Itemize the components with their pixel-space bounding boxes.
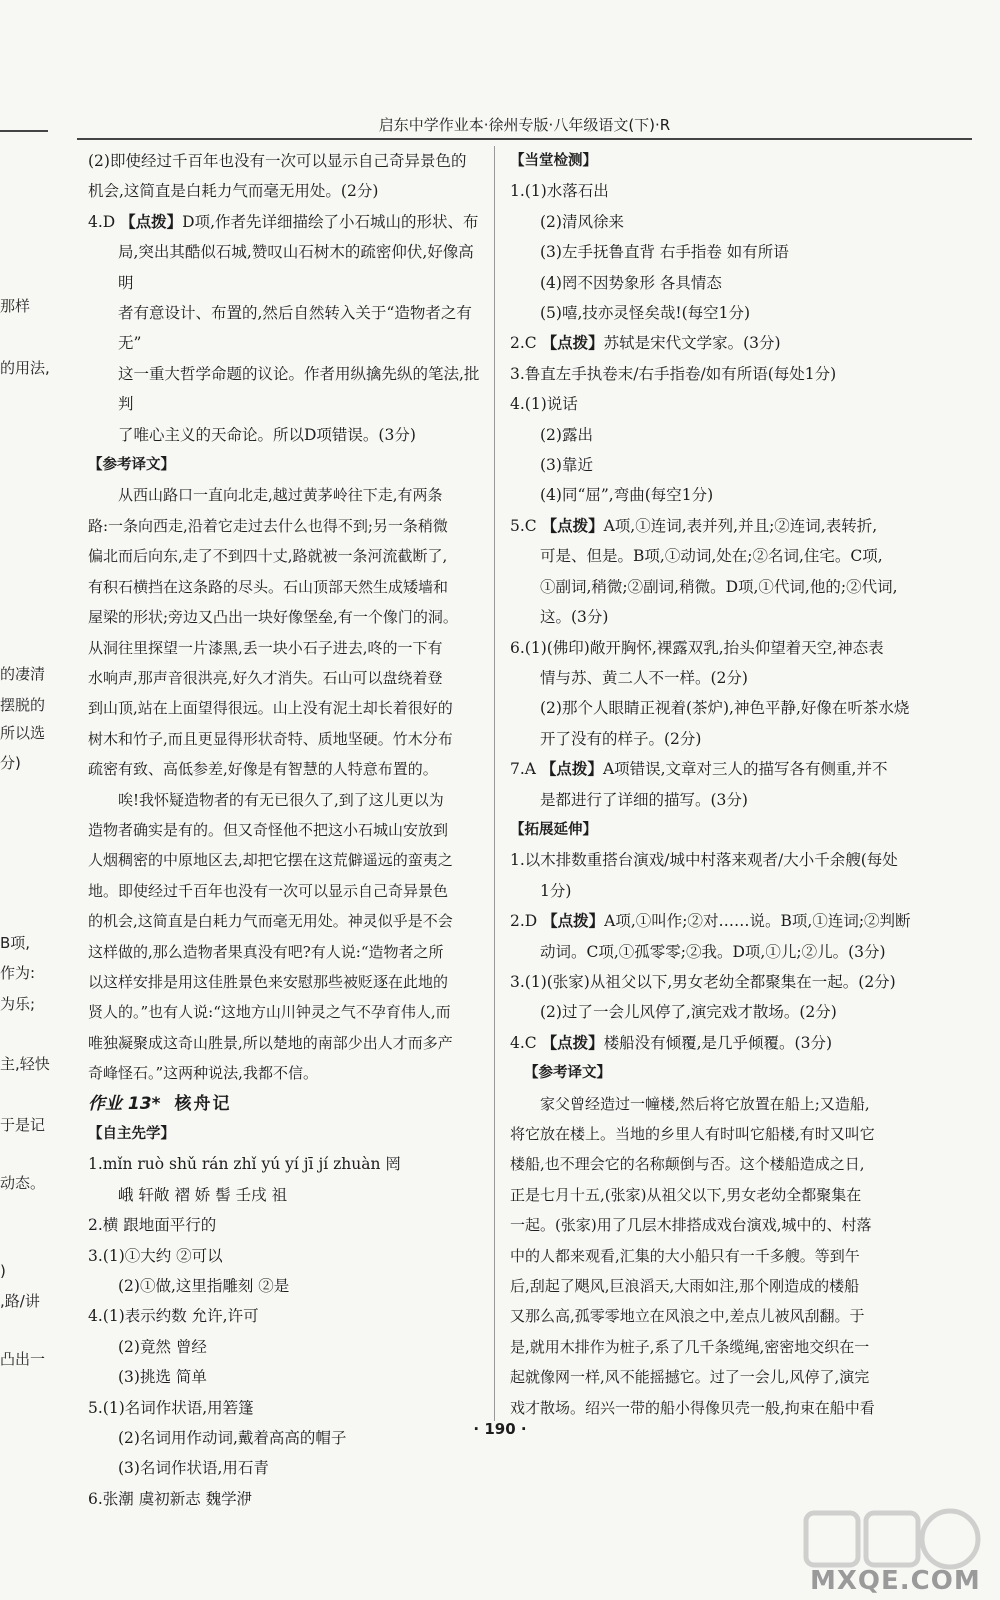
answer-block-top — [88, 146, 484, 207]
translation-line: 人烟稠密的中原地区去,却把它摆在这荒僻遥远的蛮夷之 — [88, 851, 453, 870]
ext-q2-hint-text: A项,①叫作;②对……说。B项,①连词;②判断 — [604, 912, 911, 931]
translation-line: 造物者确实是有的。但又奇怪他不把这小石城山安放到 — [88, 820, 449, 839]
reference-translation-title: 【参考译文】 — [88, 457, 175, 474]
answer-line: 3.(1)(张家)从祖父以下,男女老幼全都聚集在一起。(2分) — [510, 972, 896, 991]
translation-line: 是,就用木排作为桩子,系了几千条缆绳,密密地交织在一 — [510, 1337, 870, 1356]
answer-line: 可是、但是。B项,①动词,处在;②名词,住宅。C项, — [540, 547, 883, 566]
translation-line: 正是七月十五,(张家)从祖父以下,男女老幼全都聚集在 — [510, 1185, 862, 1204]
in-class-answers-2 — [510, 359, 974, 511]
left-column — [88, 146, 484, 1514]
r-q5-hint-text: A项,①连词,表并列,并且;②连词,表转折, — [603, 516, 878, 535]
translation-line: 中的人都来观看,汇集的大小船只有一千多艘。等到午 — [510, 1246, 860, 1265]
answer-line: (2)①做,这里指雕刻 ②是 — [118, 1277, 290, 1296]
translation-line: 将它放在楼上。当地的乡里人有时叫它船楼,有时又叫它 — [510, 1125, 875, 1143]
answer-line: ①副词,稍微;②副词,稍微。D项,①代词,他的;②代词, — [540, 577, 898, 596]
margin-fragment: 动态。 — [0, 1174, 46, 1192]
translation-line: 起就像网一样,风不能摇撼它。过了一会儿,风停了,演完 — [510, 1368, 870, 1387]
answer-line: (2)露出 — [540, 425, 593, 444]
left-edge-rule — [0, 130, 48, 132]
translation-line: 有积石横挡在这条路的尽头。石山顶部天然生成矮墙和 — [88, 577, 449, 596]
margin-fragment: 凸出一 — [0, 1350, 46, 1368]
answer-q4 — [88, 207, 484, 237]
answer-ext-q4 — [510, 1028, 974, 1058]
q4-hint-tag: 【点拨】 — [120, 212, 183, 231]
translation-line: 又那么高,孤零零地立在风浪之中,差点儿被风刮翻。于 — [510, 1307, 865, 1326]
translation-line: 奇峰怪石。”这两种说法,我都不信。 — [88, 1064, 318, 1083]
extension-answers-1 — [510, 845, 974, 906]
answer-line: 1.(1)水落石出 — [510, 182, 609, 201]
answer-line: (3)靠近 — [540, 456, 593, 475]
translation-line: 偏北而后向东,走了不到四十丈,路就被一条河流截断了, — [88, 547, 448, 566]
answer-line: 3.鲁直左手执卷末/右手指卷/如有所语(每处1分) — [510, 364, 837, 383]
running-header: 启东中学作业本·徐州专版·八年级语文(下)·R — [77, 114, 972, 140]
margin-fragment: 摆脱的 — [0, 696, 46, 714]
margin-fragment: 为乐; — [0, 995, 36, 1013]
answer-line: (3)名词作状语,用石青 — [118, 1459, 269, 1478]
answer-line: 这。(3分) — [540, 608, 609, 627]
answer-line: 开了没有的样子。(2分) — [540, 729, 702, 748]
answer-r-q7 — [510, 754, 974, 784]
r-q7-number: 7.A — [510, 760, 536, 779]
answer-line: (3)挑选 简单 — [118, 1368, 207, 1387]
translation-line: 的机会,这简直是白耗力气而毫无用处。神灵似乎是不会 — [88, 912, 453, 931]
r-q2-hint-text: 苏轼是宋代文学家。(3分) — [603, 334, 781, 353]
margin-fragment: 那样 — [0, 297, 31, 315]
in-class-test-title: 【当堂检测】 — [510, 153, 597, 169]
answer-line: (4)罔不因势象形 各具情态 — [540, 273, 722, 292]
answer-line: (2)清风徐来 — [540, 212, 624, 231]
margin-fragment: 分) — [0, 754, 21, 772]
translation-line: 从洞往里探望一片漆黑,丢一块小石子进去,咚的一下有 — [88, 638, 443, 657]
answer-line: 机会,这简直是白耗力气而毫无用处。(2分) — [88, 182, 379, 201]
r-q2-number: 2.C — [510, 334, 537, 353]
translation-line: 贤人的。”也有人说:“这地方山川钟灵之气不孕育伟人,而 — [88, 1003, 451, 1022]
ext-q2-number: 2.D — [510, 912, 538, 931]
answer-line: (2)竟然 曾经 — [118, 1337, 207, 1356]
column-divider — [494, 146, 495, 1421]
answer-r-q2 — [510, 328, 974, 358]
translation-line: 以这样安排是用这佳胜景色来安慰那些被贬逐在此地的 — [88, 972, 449, 991]
margin-fragment: 的凄清 — [0, 665, 46, 683]
homework-heading — [88, 1089, 484, 1119]
answer-line: 4.(1)表示约数 允许,许可 — [88, 1307, 259, 1326]
answer-line: 5.(1)名词作状语,用箬篷 — [88, 1398, 254, 1417]
r-q7-hint-tag: 【点拨】 — [540, 760, 603, 779]
in-class-answers-3 — [510, 633, 974, 755]
margin-fragment: ) — [0, 1262, 6, 1280]
self-study-answers — [88, 1149, 484, 1514]
answer-line: (2)名词用作动词,戴着高高的帽子 — [118, 1429, 347, 1448]
answer-line: 1.以木排数重搭台演戏/城中村落来观者/大小千余艘(每处 — [510, 851, 898, 870]
translation-line: 地。即使经过千百年也没有一次可以显示自己奇异景色 — [88, 881, 449, 900]
answer-line: 3.(1)①大约 ②可以 — [88, 1246, 223, 1265]
right-translation — [510, 1089, 974, 1423]
answer-line: 了唯心主义的天命论。所以D项错误。(3分) — [118, 425, 416, 444]
answer-line: 情与苏、黄二人不一样。(2分) — [540, 668, 748, 687]
answer-line: 这一重大哲学命题的议论。作者用纵擒先纵的笔法,批判 — [118, 364, 480, 414]
translation-line: 一起。(张家)用了几层木排搭成戏台演戏,城中的、村落 — [510, 1216, 872, 1235]
translation-line: 从西山路口一直向北走,越过黄茅岭往下走,有两条 — [118, 486, 443, 505]
q4-continuation — [88, 237, 484, 450]
translation-line: 树木和竹子,而且更显得形状奇特、质地坚硬。竹木分布 — [88, 729, 453, 748]
answer-line: 1.mǐn ruò shǔ rán zhǐ yú yí jī jí zhuàn 罔 — [88, 1155, 401, 1174]
margin-fragment: 的用法, — [0, 359, 50, 377]
answer-line: 2.横 跟地面平行的 — [88, 1216, 217, 1235]
ext-q2-continuation — [510, 937, 974, 967]
ext-q4-hint-tag: 【点拨】 — [541, 1033, 604, 1052]
translation-line: 唯独凝聚成这奇山胜景,所以楚地的南部少出人才而多产 — [88, 1033, 453, 1052]
translation-line: 后,刮起了飓风,巨浪滔天,大雨如注,那个刚造成的楼船 — [510, 1277, 860, 1296]
watermark-text: MXQE.COM — [810, 1566, 981, 1596]
translation-line: 唉!我怀疑造物者的有无已很久了,到了这儿更以为 — [118, 790, 444, 809]
extension-answers-2 — [510, 967, 974, 1028]
margin-fragment: 于是记 — [0, 1116, 46, 1134]
answer-line: 峨 轩敞 褶 娇 髻 壬戌 祖 — [118, 1185, 288, 1204]
margin-fragment: 作为: — [0, 964, 36, 982]
translation-line: 到山顶,站在上面望得很远。山上没有泥土却长着很好的 — [88, 699, 453, 718]
answer-line: (2)过了一会儿风停了,演完戏才散场。(2分) — [540, 1003, 837, 1022]
answer-line: (3)左手抚鲁直背 右手指卷 如有所语 — [540, 243, 789, 262]
answer-line: 6.张潮 虞初新志 魏学洢 — [88, 1489, 253, 1508]
answer-line: (5)嘻,技亦灵怪矣哉!(每空1分) — [540, 304, 751, 323]
homework-title: 核舟记 — [174, 1093, 232, 1114]
r-q5-number: 5.C — [510, 516, 537, 535]
answer-ext-q2 — [510, 906, 974, 936]
homework-number: 作业 13* — [88, 1093, 161, 1114]
translation-paragraph-1 — [88, 480, 484, 784]
answer-line: 者有意设计、布置的,然后自然转入关于“造物者之有无” — [118, 304, 472, 353]
translation-line: 戏才散场。绍兴一带的船小得像贝壳一般,拘束在船中看 — [510, 1398, 875, 1417]
page-number: · 190 · — [473, 1420, 527, 1438]
answer-line: (4)同“屈”,弯曲(每空1分) — [540, 486, 714, 505]
answer-line: 动词。C项,①孤零零;②我。D项,①儿;②儿。(3分) — [540, 942, 886, 961]
margin-fragment: 主,轻快 — [0, 1055, 50, 1073]
translation-line: 楼船,也不理会它的名称颠倒与否。这个楼船造成之日, — [510, 1155, 865, 1174]
answer-line: (2)即使经过千百年也没有一次可以显示自己奇异景色的 — [88, 152, 467, 170]
answer-line: 1分) — [540, 881, 572, 900]
answer-line: 局,突出其酷似石城,赞叹山石树木的疏密仰伏,好像高明 — [118, 243, 474, 292]
answer-line: (2)那个人眼睛正视着(茶炉),神色平静,好像在听茶水烧 — [540, 699, 910, 718]
translation-line: 路:一条向西走,沿着它走过去什么也得不到;另一条稍微 — [88, 516, 448, 535]
translation-line: 家父曾经造过一幢楼,然后将它放置在船上;又造船, — [540, 1094, 870, 1113]
in-class-answers-1 — [510, 176, 974, 328]
r-q7-continuation — [510, 785, 974, 815]
extension-title: 【拓展延伸】 — [510, 821, 597, 838]
self-study-title: 【自主先学】 — [88, 1126, 175, 1142]
r-q5-continuation — [510, 541, 974, 632]
ext-q4-number: 4.C — [510, 1033, 537, 1052]
answer-r-q5 — [510, 511, 974, 541]
answer-line: 6.(1)(佛印)敞开胸怀,裸露双乳,抬头仰望着天空,神态表 — [510, 638, 884, 657]
right-reference-translation-title: 【参考译文】 — [524, 1065, 611, 1082]
r-q5-hint-tag: 【点拨】 — [541, 516, 604, 535]
margin-fragment: ,路/讲 — [0, 1292, 40, 1310]
ext-q2-hint-tag: 【点拨】 — [542, 912, 605, 931]
translation-line: 这样做的,那么造物者果真没有吧?有人说:“造物者之所 — [88, 942, 444, 961]
translation-line: 屋梁的形状;旁边又凸出一块好像堡垒,有一个像门的洞。 — [88, 608, 458, 627]
translation-line: 水响声,那声音很洪亮,好久才消失。石山可以盘绕着登 — [88, 668, 443, 687]
r-q7-hint-text: A项错误,文章对三人的描写各有侧重,并不 — [602, 760, 888, 779]
r-q2-hint-tag: 【点拨】 — [541, 334, 604, 353]
translation-line: 疏密有致、高低参差,好像是有智慧的人特意布置的。 — [88, 760, 438, 779]
answer-line: 4.(1)说话 — [510, 395, 578, 414]
answer-line: 是都进行了详细的描写。(3分) — [540, 790, 748, 809]
right-column — [510, 146, 974, 1423]
translation-paragraph-2 — [88, 785, 484, 1089]
margin-fragment: 所以选 — [0, 724, 46, 742]
q4-hint-text: D项,作者先详细描绘了小石城山的形状、布 — [182, 212, 479, 231]
margin-fragment: B项, — [0, 934, 31, 952]
q4-number: 4.D — [88, 212, 116, 231]
ext-q4-hint-text: 楼船没有倾覆,是几乎倾覆。(3分) — [603, 1033, 832, 1052]
